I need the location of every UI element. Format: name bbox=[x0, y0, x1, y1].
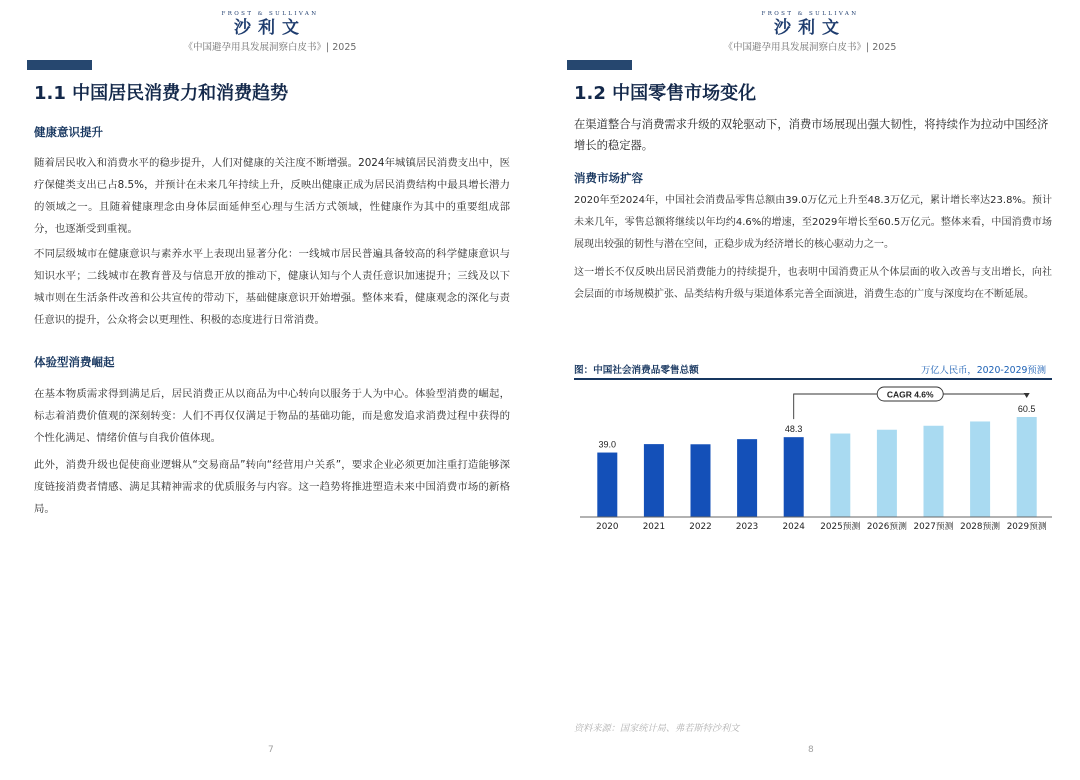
subheading-experience: 体验型消费崛起 bbox=[34, 355, 115, 369]
paragraph: 这一增长不仅反映出居民消费能力的持续提升，也表明中国消费正从个体层面的收入改善与支出增长，向社会层面的市场规模扩张、品类结构升级与渠道体系完善全面演进，消费生态的广度与深度均在不断延展。 bbox=[574, 267, 1052, 300]
header-logo bbox=[0, 11, 540, 53]
section-accent-bar bbox=[27, 60, 92, 70]
right-page bbox=[540, 0, 1080, 780]
source-note: 资料来源：国家统计局、弗若斯特沙利文 bbox=[574, 723, 740, 734]
chart-bar bbox=[970, 421, 990, 517]
chart-bar bbox=[924, 426, 944, 517]
chart-bar bbox=[597, 453, 617, 517]
chart-container bbox=[570, 382, 1054, 546]
logo-english: FROST & SULLIVAN bbox=[761, 11, 859, 17]
x-tick-label: 2021 bbox=[642, 522, 666, 532]
logo-english: FROST & SULLIVAN bbox=[221, 11, 319, 17]
x-tick-label: 2022 bbox=[689, 522, 712, 532]
paragraph: 2020年至2024年，中国社会消费品零售总额由39.0万亿元上升至48.3万亿元，累计增长率达23.8%。预计未来几年，零售总额将继续以年均约4.6%的增速，至2029年增长至60.5万亿元。整体来看，中国消费市场展现出较强的韧性与潜在空间，正稳步成为经济增长的核心驱动力之一。 bbox=[574, 195, 1052, 250]
data-label: 60.5 bbox=[1017, 404, 1036, 414]
figure-unit: 万亿人民币，2020-2029预测 bbox=[920, 365, 1046, 376]
figure-rule bbox=[574, 378, 1052, 380]
x-tick-label: 2028预测 bbox=[960, 522, 1001, 532]
x-tick-label: 2023 bbox=[735, 522, 759, 532]
figure-title: 图：中国社会消费品零售总额 bbox=[574, 365, 699, 376]
chart-bar bbox=[691, 444, 711, 517]
section-title: 1.1 中国居民消费力和消费趋势 bbox=[34, 83, 289, 104]
x-tick-label: 2020 bbox=[596, 522, 619, 532]
chart-bar bbox=[877, 430, 897, 517]
paragraph: 随着居民收入和消费水平的稳步提升，人们对健康的关注度不断增强。2024年城镇居民消费支出中，医疗保健类支出已占8.5%，并预计在未来几年持续上升，反映出健康正成为居民消费结构中最具增长潜力的领域之一。且随着健康理念由身体层面延伸至心理与生活方式领域，性健康作为其中的重要组成部分，也逐渐受到重视。 bbox=[34, 157, 510, 235]
chart-bar bbox=[830, 434, 850, 517]
logo-chinese: 沙利文 bbox=[774, 18, 846, 38]
report-title: 《中国避孕用具发展洞察白皮书》| 2025 bbox=[183, 42, 357, 53]
subheading-health: 健康意识提升 bbox=[34, 125, 103, 139]
section-accent-bar bbox=[567, 60, 632, 70]
page-number: 7 bbox=[268, 745, 274, 755]
chart-bar bbox=[1017, 417, 1037, 517]
report-title: 《中国避孕用具发展洞察白皮书》| 2025 bbox=[723, 42, 897, 53]
chart-bar bbox=[784, 437, 804, 517]
intro-paragraph: 在渠道整合与消费需求升级的双轮驱动下，消费市场展现出强大韧性，将持续作为拉动中国经济增长的稳定器。 bbox=[574, 118, 1049, 152]
x-tick-label: 2027预测 bbox=[913, 522, 954, 532]
header-logo bbox=[540, 11, 1080, 53]
page-number: 8 bbox=[808, 745, 814, 755]
x-tick-label: 2029预测 bbox=[1006, 522, 1047, 532]
paragraph: 不同层级城市在健康意识与素养水平上表现出显著分化：一线城市居民普遍具备较高的科学健康意识与知识水平；二线城市在教育普及与信息开放的推动下，健康认知与个人责任意识加速提升；三线及以下城市则在生活条件改善和公共宣传的带动下，基础健康意识开始增强。整体来看，健康观念的深化与责任意识的提升，公众将会以更理性、积极的态度进行日常消费。 bbox=[34, 248, 510, 326]
section-title: 1.2 中国零售市场变化 bbox=[574, 83, 757, 104]
cagr-arrowhead bbox=[1024, 393, 1030, 398]
data-label: 48.3 bbox=[784, 424, 803, 435]
subheading-market: 消费市场扩容 bbox=[574, 171, 643, 185]
retail-sales-bar-chart bbox=[570, 382, 1054, 542]
chart-bar bbox=[737, 439, 757, 517]
paragraph: 在基本物质需求得到满足后，居民消费正从以商品为中心转向以服务于人为中心。体验型消费的崛起，标志着消费价值观的深刻转变：人们不再仅仅满足于物品的基础功能，而是愈发追求消费过程中获得的个性化满足、情绪价值与自我价值体现。 bbox=[34, 388, 510, 444]
cagr-label: CAGR 4.6% bbox=[886, 389, 934, 400]
chart-bar bbox=[644, 444, 664, 517]
data-label: 39.0 bbox=[598, 439, 617, 450]
logo-chinese: 沙利文 bbox=[234, 18, 306, 38]
x-tick-label: 2025预测 bbox=[820, 522, 861, 532]
x-tick-label: 2024 bbox=[782, 522, 805, 532]
x-tick-label: 2026预测 bbox=[866, 522, 907, 532]
paragraph: 此外，消费升级也促使商业逻辑从“交易商品”转向“经营用户关系”，要求企业必须更加注重打造能够深度链接消费者情感、满足其精神需求的优质服务与内容。这一趋势将推进塑造未来中国消费市场的新格局。 bbox=[34, 459, 510, 515]
